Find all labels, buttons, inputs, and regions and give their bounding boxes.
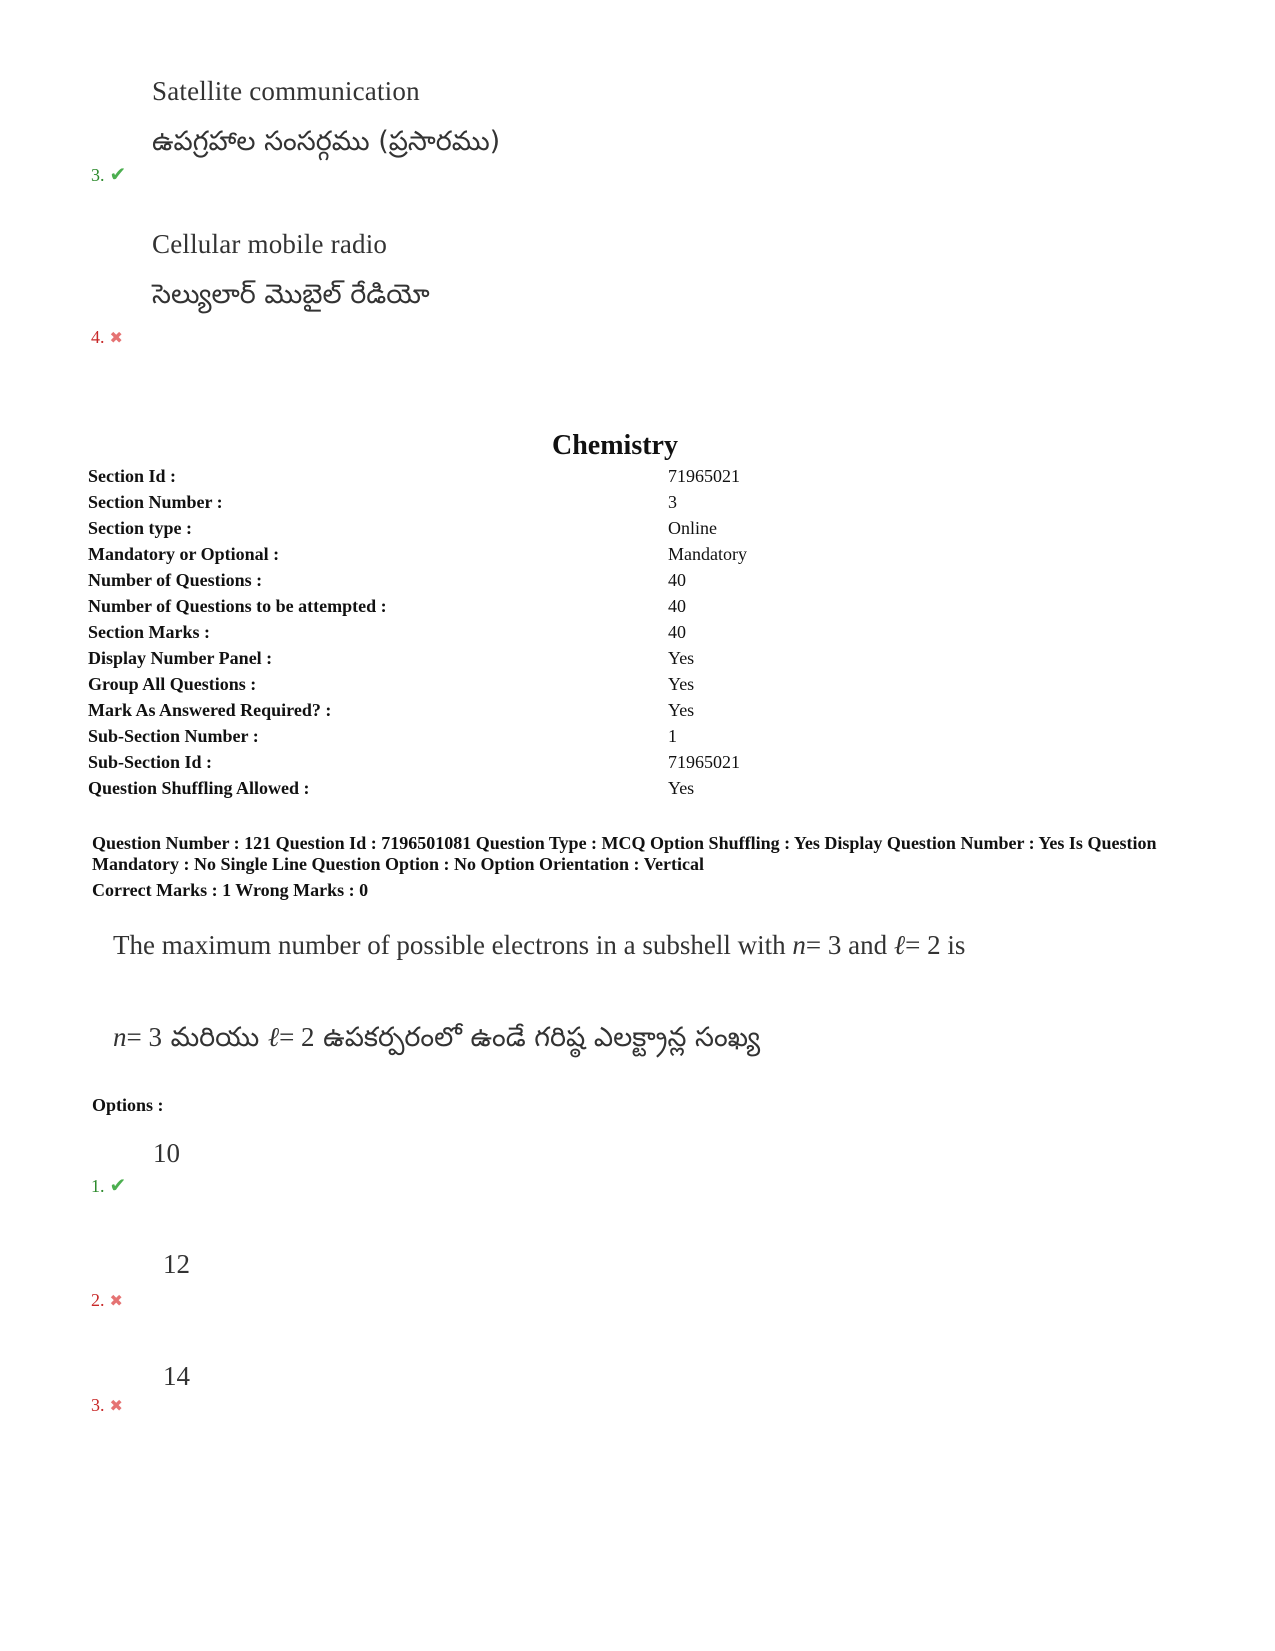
meta-value: 1 [668,726,677,746]
prev-option-4-english: Cellular mobile radio [152,229,388,259]
cross-icon: ✖ [109,1291,123,1310]
option-number: 1. [91,1176,105,1196]
prev-option-4-telugu: సెల్యులార్ మొబైల్ రేడియో [152,279,430,310]
options-label: Options : [92,1095,164,1115]
option-number: 2. [91,1290,105,1310]
section-title: Chemistry [552,430,678,461]
meta-key: Mark As Answered Required? : [88,700,332,720]
question-text-telugu [113,1022,760,1060]
meta-key: Mandatory or Optional : [88,544,280,564]
meta-value: 40 [668,622,686,642]
meta-value: Mandatory [668,544,747,564]
math-n: n [792,930,806,960]
option-number: 4. [91,327,105,347]
meta-key: Section Marks : [88,622,210,642]
prev-option-3-english: Satellite communication [152,76,420,106]
option-number: 3. [91,165,105,185]
meta-key: Sub-Section Number : [88,726,259,746]
cross-icon: ✖ [109,1396,123,1415]
question-text-english [113,930,965,961]
meta-key: Section Number : [88,492,223,512]
question-header: Question Number : 121 Question Id : 7196501081 Question Type : MCQ Option Shuffling : Yes Display Question Number : Yes Is Question Mandatory : No Single Line Question Option : No Option Orientation : Vertical [92,833,1157,874]
prev-option-3-marker [91,162,126,186]
math-l: ℓ [267,1022,280,1052]
conjunction-and: and [848,930,888,960]
math-eq-3: = 3 [126,1022,162,1052]
telugu-and: మరియు [170,1022,260,1053]
meta-key: Group All Questions : [88,674,257,694]
math-eq-2: = 2 [905,930,941,960]
meta-key: Sub-Section Id : [88,752,213,772]
math-eq-3: = 3 [805,930,842,960]
meta-key: Number of Questions : [88,570,263,590]
meta-row-question-shuffling [88,778,988,804]
meta-value: Yes [668,700,695,720]
meta-row-section-number [88,492,988,518]
meta-row-group-all-questions [88,674,988,700]
meta-row-sub-section-number [88,726,988,752]
meta-value: 71965021 [668,752,740,772]
meta-value: Yes [668,778,695,798]
check-icon: ✔ [109,1173,127,1197]
word-is: is [947,930,966,960]
math-eq-2: = 2 [279,1022,315,1052]
option-number: 3. [91,1395,105,1415]
meta-row-section-id [88,466,988,492]
meta-row-section-marks [88,622,988,648]
question-prefix: The maximum number of possible electrons in a subshell with [113,930,786,960]
meta-row-questions-to-attempt [88,596,988,622]
meta-key: Section type : [88,518,192,538]
meta-row-sub-section-id [88,752,988,778]
option-3-marker [91,1395,123,1416]
prev-option-4-marker [91,327,123,348]
telugu-question-rest: ఉపకర్పరంలో ఉండే గరిష్ఠ ఎలక్ట్రాన్ల సంఖ్య [323,1022,761,1053]
meta-value: 71965021 [668,466,740,486]
meta-key: Section Id : [88,466,177,486]
meta-value: Yes [668,648,695,668]
option-1-value: 10 [153,1138,180,1168]
meta-row-mandatory [88,544,988,570]
meta-row-mark-as-answered [88,700,988,726]
meta-key: Question Shuffling Allowed : [88,778,310,798]
option-3-value: 14 [163,1361,190,1391]
meta-row-number-of-questions [88,570,988,596]
math-n: n [113,1022,127,1052]
option-2-marker [91,1290,123,1311]
cross-icon: ✖ [109,328,123,347]
question-marks: Correct Marks : 1 Wrong Marks : 0 [92,880,369,900]
option-2-value: 12 [163,1249,190,1279]
meta-key: Number of Questions to be attempted : [88,596,387,616]
meta-row-section-type [88,518,988,544]
meta-value: 3 [668,492,677,512]
meta-row-display-number-panel [88,648,988,674]
option-1-marker [91,1173,126,1197]
check-icon: ✔ [109,162,127,186]
prev-option-3-telugu: ఉపగ్రహాల సంసర్గము (ప్రసారము) [152,126,501,157]
math-l: ℓ [893,930,906,960]
meta-value: 40 [668,570,686,590]
meta-value: Online [668,518,717,538]
meta-value: Yes [668,674,695,694]
meta-value: 40 [668,596,686,616]
meta-key: Display Number Panel : [88,648,273,668]
